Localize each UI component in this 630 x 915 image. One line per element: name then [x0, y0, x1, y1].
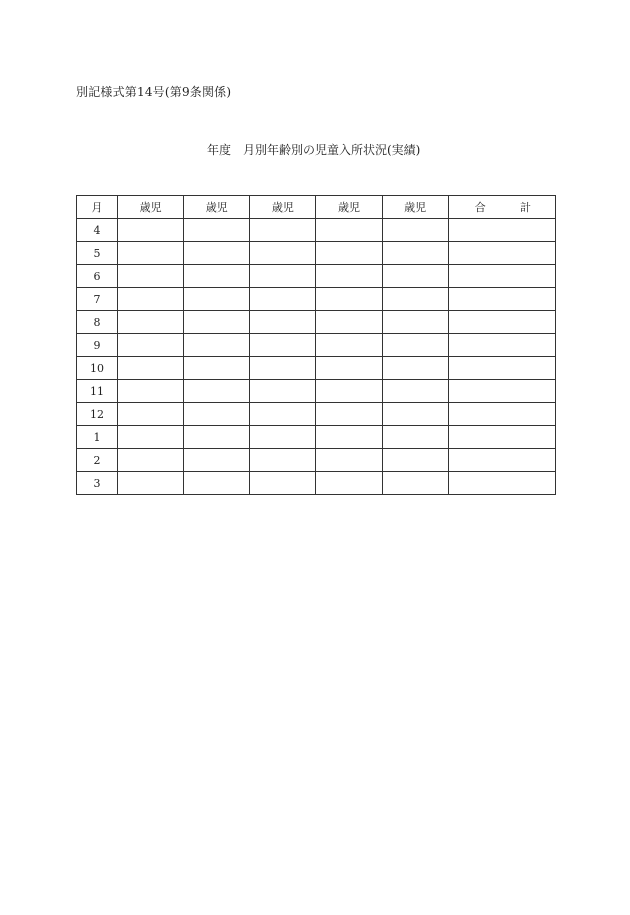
- total-cell[interactable]: [448, 288, 555, 311]
- age-count-cell[interactable]: [118, 426, 184, 449]
- age-column-header: 歳児: [382, 196, 448, 219]
- age-count-cell[interactable]: [118, 357, 184, 380]
- table-row: [77, 288, 556, 311]
- age-count-cell[interactable]: [382, 242, 448, 265]
- total-header-char: 計: [520, 201, 531, 214]
- age-count-cell[interactable]: [250, 288, 316, 311]
- month-cell: 1: [77, 426, 118, 449]
- age-count-cell[interactable]: [250, 472, 316, 495]
- age-count-cell[interactable]: [382, 334, 448, 357]
- table-header-row: [77, 196, 556, 219]
- age-count-cell[interactable]: [184, 403, 250, 426]
- age-column-header: 歳児: [316, 196, 382, 219]
- table-row: [77, 265, 556, 288]
- age-count-cell[interactable]: [250, 219, 316, 242]
- total-cell[interactable]: [448, 357, 555, 380]
- age-count-cell[interactable]: [118, 219, 184, 242]
- age-column-header: 歳児: [184, 196, 250, 219]
- age-count-cell[interactable]: [316, 403, 382, 426]
- age-count-cell[interactable]: [316, 426, 382, 449]
- age-count-cell[interactable]: [184, 242, 250, 265]
- table-row: [77, 403, 556, 426]
- age-count-cell[interactable]: [316, 265, 382, 288]
- age-count-cell[interactable]: [316, 380, 382, 403]
- age-count-cell[interactable]: [184, 472, 250, 495]
- age-count-cell[interactable]: [118, 449, 184, 472]
- table-row: [77, 219, 556, 242]
- age-count-cell[interactable]: [316, 472, 382, 495]
- table-row: [77, 311, 556, 334]
- total-cell[interactable]: [448, 449, 555, 472]
- total-cell[interactable]: [448, 472, 555, 495]
- month-cell: 9: [77, 334, 118, 357]
- total-cell[interactable]: [448, 403, 555, 426]
- age-count-cell[interactable]: [184, 288, 250, 311]
- age-count-cell[interactable]: [316, 242, 382, 265]
- month-cell: 5: [77, 242, 118, 265]
- total-cell[interactable]: [448, 426, 555, 449]
- age-count-cell[interactable]: [118, 472, 184, 495]
- total-header-char: 合: [474, 201, 486, 214]
- age-count-cell[interactable]: [184, 357, 250, 380]
- total-cell[interactable]: [448, 219, 555, 242]
- age-count-cell[interactable]: [316, 288, 382, 311]
- table-row: [77, 426, 556, 449]
- age-count-cell[interactable]: [316, 357, 382, 380]
- age-count-cell[interactable]: [250, 357, 316, 380]
- age-column-header: 歳児: [250, 196, 316, 219]
- month-cell: 6: [77, 265, 118, 288]
- age-count-cell[interactable]: [382, 311, 448, 334]
- age-count-cell[interactable]: [382, 265, 448, 288]
- table-row: [77, 242, 556, 265]
- age-count-cell[interactable]: [118, 265, 184, 288]
- age-count-cell[interactable]: [382, 472, 448, 495]
- age-count-cell[interactable]: [184, 449, 250, 472]
- document-title: 年度 月別年齢別の児童入所状況(実績): [207, 143, 421, 157]
- age-count-cell[interactable]: [382, 426, 448, 449]
- month-cell: 12: [77, 403, 118, 426]
- age-count-cell[interactable]: [316, 311, 382, 334]
- month-cell: 10: [77, 357, 118, 380]
- table-row: [77, 449, 556, 472]
- age-count-cell[interactable]: [184, 265, 250, 288]
- month-column-header: 月: [77, 196, 118, 219]
- age-count-cell[interactable]: [382, 219, 448, 242]
- table-row: [77, 357, 556, 380]
- month-cell: 11: [77, 380, 118, 403]
- age-count-cell[interactable]: [250, 403, 316, 426]
- age-count-cell[interactable]: [118, 242, 184, 265]
- age-count-cell[interactable]: [118, 288, 184, 311]
- age-count-cell[interactable]: [382, 449, 448, 472]
- total-column-header: [448, 196, 555, 219]
- age-count-cell[interactable]: [250, 426, 316, 449]
- age-count-cell[interactable]: [250, 449, 316, 472]
- age-count-cell[interactable]: [184, 426, 250, 449]
- age-count-cell[interactable]: [316, 219, 382, 242]
- total-cell[interactable]: [448, 380, 555, 403]
- table-row: [77, 334, 556, 357]
- table-row: [77, 380, 556, 403]
- age-count-cell[interactable]: [316, 449, 382, 472]
- age-count-cell[interactable]: [382, 380, 448, 403]
- age-count-cell[interactable]: [316, 334, 382, 357]
- total-cell[interactable]: [448, 334, 555, 357]
- age-count-cell[interactable]: [184, 334, 250, 357]
- age-count-cell[interactable]: [382, 357, 448, 380]
- age-count-cell[interactable]: [118, 311, 184, 334]
- table-body: [77, 219, 556, 495]
- total-cell[interactable]: [448, 242, 555, 265]
- total-cell[interactable]: [448, 265, 555, 288]
- age-count-cell[interactable]: [250, 265, 316, 288]
- age-column-header: 歳児: [118, 196, 184, 219]
- total-cell[interactable]: [448, 311, 555, 334]
- age-count-cell[interactable]: [118, 403, 184, 426]
- form-number-label: 別記様式第14号(第9条関係): [76, 85, 232, 99]
- age-count-cell[interactable]: [184, 219, 250, 242]
- age-count-cell[interactable]: [118, 380, 184, 403]
- age-count-cell[interactable]: [250, 334, 316, 357]
- month-cell: 4: [77, 219, 118, 242]
- month-cell: 2: [77, 449, 118, 472]
- age-count-cell[interactable]: [382, 403, 448, 426]
- age-count-cell[interactable]: [250, 380, 316, 403]
- month-cell: 8: [77, 311, 118, 334]
- age-count-cell[interactable]: [250, 311, 316, 334]
- age-count-cell[interactable]: [184, 311, 250, 334]
- admission-status-table: [76, 195, 556, 495]
- table-row: [77, 472, 556, 495]
- age-count-cell[interactable]: [184, 380, 250, 403]
- age-count-cell[interactable]: [118, 334, 184, 357]
- age-count-cell[interactable]: [382, 288, 448, 311]
- age-count-cell[interactable]: [250, 242, 316, 265]
- month-cell: 3: [77, 472, 118, 495]
- month-cell: 7: [77, 288, 118, 311]
